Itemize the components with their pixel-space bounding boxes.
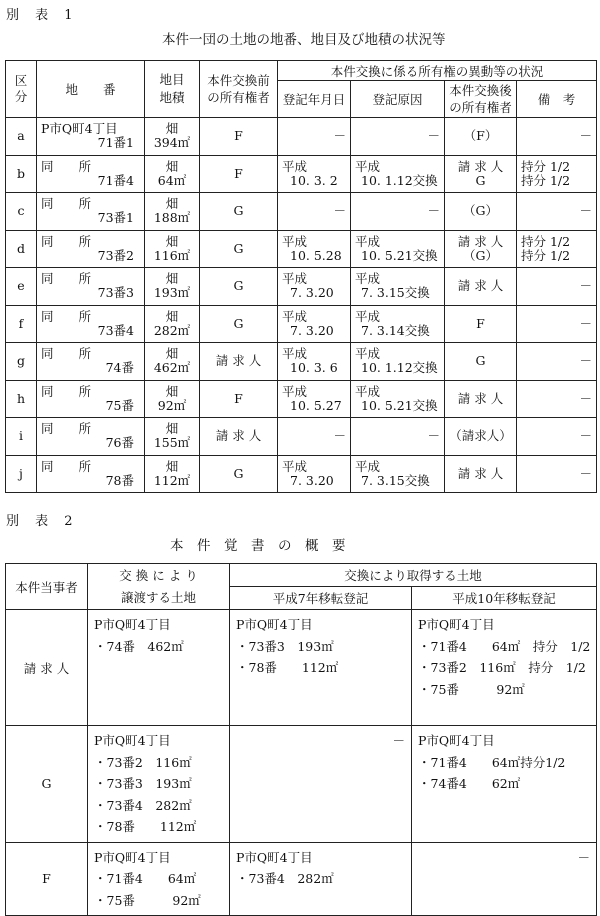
table1-row	[6, 118, 597, 156]
table2	[5, 563, 597, 916]
header-h7: 平成7年移転登記	[230, 587, 412, 610]
land-line: ・71番4 64㎡	[94, 871, 197, 886]
chiban-line1: 同 所	[41, 158, 92, 174]
note-line2: －	[579, 390, 593, 406]
row-chimoku	[145, 380, 200, 418]
chimoku-area: 116㎡	[153, 247, 191, 263]
row-kubun: j	[6, 455, 37, 493]
chimoku-area: 462㎡	[153, 360, 191, 376]
header-post-owner: 本件交換後の所有権者	[445, 81, 517, 118]
row-post-owner	[445, 455, 517, 493]
chimoku-type: 畑	[165, 158, 179, 174]
header-reg-cause: 登記原因	[351, 81, 445, 118]
chimoku-type: 畑	[165, 421, 179, 437]
chiban-line2: 73番1	[97, 210, 134, 226]
row-prev-owner: 請 求 人	[200, 343, 278, 381]
row-chiban	[37, 455, 145, 493]
chiban-line2: 73番3	[97, 285, 134, 301]
header-group: 本件交換に係る所有権の異動等の状況	[278, 61, 597, 81]
row-post-owner	[445, 193, 517, 231]
table1-row	[6, 455, 597, 493]
note-line2: －	[579, 465, 593, 481]
note-line2: 持分 1/2	[521, 247, 571, 263]
land-line: ・71番4 64㎡持分1/2	[418, 754, 566, 770]
land-line: ・71番4 64㎡ 持分 1/2	[418, 638, 591, 654]
header-note: 備 考	[517, 81, 597, 118]
row-kubun: c	[6, 193, 37, 231]
chiban-line2: 74番	[105, 360, 134, 376]
dash-mark: －	[577, 849, 591, 865]
chiban-line1: 同 所	[41, 458, 92, 474]
row-note	[517, 418, 597, 456]
chimoku-type: 畑	[165, 121, 179, 137]
reg-cause-era: 平成	[355, 346, 381, 362]
reg-date-value: 7. 3.20	[290, 285, 334, 301]
row-prev-owner: G	[200, 193, 278, 231]
row-chiban	[37, 268, 145, 306]
reg-date-era: 平成	[282, 383, 308, 399]
row-note	[517, 305, 597, 343]
land-line: ・73番3 193㎡	[94, 776, 192, 791]
row-chiban	[37, 193, 145, 231]
row-note	[517, 380, 597, 418]
chimoku-area: 155㎡	[153, 435, 191, 451]
reg-date-value: 10. 5.27	[290, 397, 342, 413]
row-reg-date	[278, 155, 351, 193]
chiban-line2: 71番1	[97, 135, 134, 151]
party-h10-cell	[412, 726, 597, 843]
row-kubun: d	[6, 230, 37, 268]
row-chimoku	[145, 118, 200, 156]
row-chiban	[37, 380, 145, 418]
reg-date-value: 7. 3.20	[290, 322, 334, 338]
table2-title: 本 件 覚 書 の 概 要	[170, 538, 346, 554]
header-prev-owner: 本件交換前の所有権者	[200, 61, 278, 118]
row-reg-cause	[351, 380, 445, 418]
reg-date-value: －	[333, 428, 346, 444]
table1-row	[6, 305, 597, 343]
row-chimoku	[145, 343, 200, 381]
chimoku-area: 282㎡	[153, 322, 191, 338]
row-kubun: e	[6, 268, 37, 306]
row-kubun: g	[6, 343, 37, 381]
reg-cause-value: 7. 3.14交換	[361, 322, 430, 338]
party-give-cell	[88, 726, 230, 843]
party-name: 請 求 人	[6, 610, 88, 726]
row-reg-cause	[351, 305, 445, 343]
row-reg-cause	[351, 455, 445, 493]
note-line2: 持分 1/2	[521, 172, 571, 188]
party-h7-cell	[230, 610, 412, 726]
row-note	[517, 343, 597, 381]
chimoku-type: 畑	[165, 196, 179, 212]
row-reg-cause	[351, 230, 445, 268]
land-line: P市Q町4丁目	[418, 733, 495, 748]
row-post-owner	[445, 418, 517, 456]
row-chimoku	[145, 268, 200, 306]
row-prev-owner: F	[200, 155, 278, 193]
row-chiban	[37, 305, 145, 343]
row-kubun: b	[6, 155, 37, 193]
note-line1: 持分 1/2	[521, 158, 571, 174]
chiban-line1: 同 所	[41, 346, 92, 362]
row-post-owner	[445, 343, 517, 381]
header-chiban: 地 番	[37, 61, 145, 118]
reg-date-era: 平成	[282, 346, 308, 362]
reg-cause-value: －	[427, 128, 440, 144]
post-owner-line2: （G）	[463, 247, 498, 263]
chimoku-type: 畑	[165, 346, 179, 362]
row-post-owner	[445, 380, 517, 418]
chimoku-area: 188㎡	[153, 210, 191, 226]
land-line: ・73番4 282㎡	[94, 797, 192, 813]
row-kubun: i	[6, 418, 37, 456]
land-line: ・73番2 116㎡ 持分 1/2	[418, 660, 586, 675]
row-chimoku	[145, 193, 200, 231]
land-line: ・75番 92㎡	[418, 681, 525, 697]
land-line: ・73番4 282㎡	[236, 871, 334, 886]
chimoku-area: 112㎡	[153, 472, 191, 488]
table2-row	[6, 842, 597, 916]
post-owner-line1: F	[476, 315, 485, 331]
row-chiban	[37, 343, 145, 381]
chimoku-type: 畑	[165, 458, 179, 474]
header-chimoku: 地目地積	[145, 61, 200, 118]
row-reg-cause	[351, 343, 445, 381]
header-h10: 平成10年移転登記	[412, 587, 597, 610]
reg-cause-era: 平成	[355, 233, 381, 249]
party-h7-cell	[230, 726, 412, 843]
party-h10-cell	[412, 842, 597, 916]
row-prev-owner: G	[200, 268, 278, 306]
reg-cause-era: 平成	[355, 308, 381, 324]
party-name: G	[6, 726, 88, 843]
header-give-line2: 譲渡する土地	[120, 589, 196, 605]
row-chimoku	[145, 230, 200, 268]
reg-cause-value: 10. 1.12交換	[361, 360, 438, 376]
reg-cause-value: 7. 3.15交換	[361, 285, 430, 301]
land-line: ・73番3 193㎡	[236, 638, 334, 654]
note-line1: 持分 1/2	[521, 233, 571, 249]
row-reg-date	[278, 418, 351, 456]
post-owner-line2: G	[475, 172, 486, 188]
reg-cause-value: 7. 3.15交換	[361, 472, 430, 488]
table1-row	[6, 268, 597, 306]
header-give-line1: 交 換 に よ り	[119, 567, 198, 583]
party-h7-cell	[230, 842, 412, 916]
reg-date-value: 10. 3. 6	[290, 360, 338, 376]
row-reg-date	[278, 268, 351, 306]
land-line: ・74番4 62㎡	[418, 776, 521, 791]
party-h10-cell	[412, 610, 597, 726]
note-line2: －	[579, 353, 593, 369]
row-chimoku	[145, 455, 200, 493]
row-reg-cause	[351, 193, 445, 231]
row-chiban	[37, 418, 145, 456]
header-reg-date: 登記年月日	[278, 81, 351, 118]
chiban-line2: 73番2	[97, 247, 134, 263]
chimoku-area: 64㎡	[157, 172, 187, 188]
row-prev-owner: 請 求 人	[200, 418, 278, 456]
row-chimoku	[145, 305, 200, 343]
row-prev-owner: F	[200, 118, 278, 156]
table1-row	[6, 418, 597, 456]
row-prev-owner: G	[200, 230, 278, 268]
note-line2: －	[579, 203, 593, 219]
note-line2: －	[579, 315, 593, 331]
chimoku-area: 92㎡	[157, 397, 187, 413]
row-post-owner	[445, 118, 517, 156]
post-owner-line1: （F）	[463, 128, 498, 144]
table1-title: 本件一団の土地の地番、地目及び地積の状況等	[162, 32, 446, 48]
chiban-line2: 76番	[105, 435, 134, 451]
dash-mark: －	[392, 733, 405, 748]
reg-cause-value: 10. 5.21交換	[361, 397, 438, 413]
table2-row	[6, 610, 597, 726]
land-line: P市Q町4丁目	[94, 849, 171, 865]
party-give-cell	[88, 610, 230, 726]
row-note	[517, 268, 597, 306]
row-post-owner	[445, 155, 517, 193]
reg-cause-era: 平成	[355, 271, 381, 287]
reg-cause-era: 平成	[355, 458, 381, 474]
note-line2: －	[579, 428, 593, 444]
reg-date-era: 平成	[282, 458, 308, 474]
reg-cause-era: 平成	[355, 383, 381, 399]
reg-date-value: －	[333, 203, 346, 219]
row-post-owner	[445, 268, 517, 306]
reg-date-era: 平成	[282, 158, 308, 174]
land-line: ・75番 92㎡	[94, 892, 201, 908]
chimoku-area: 193㎡	[153, 285, 191, 301]
row-prev-owner: G	[200, 455, 278, 493]
row-chiban	[37, 230, 145, 268]
chiban-line2: 73番4	[97, 322, 134, 338]
chimoku-area: 394㎡	[153, 135, 191, 151]
header-get: 交換により取得する土地	[230, 564, 597, 587]
land-line: ・78番 112㎡	[94, 819, 197, 834]
row-chimoku	[145, 155, 200, 193]
table1-row	[6, 230, 597, 268]
row-reg-cause	[351, 155, 445, 193]
chimoku-type: 畑	[165, 308, 179, 324]
chiban-line1: P市Q町4丁目	[41, 121, 118, 137]
row-chiban	[37, 118, 145, 156]
chiban-line1: 同 所	[41, 271, 92, 287]
row-chiban	[37, 155, 145, 193]
reg-date-era: 平成	[282, 271, 308, 287]
table1	[5, 60, 597, 493]
post-owner-line1: （G）	[463, 203, 498, 219]
row-prev-owner: G	[200, 305, 278, 343]
row-chimoku	[145, 418, 200, 456]
chiban-line1: 同 所	[41, 421, 92, 437]
row-prev-owner: F	[200, 380, 278, 418]
reg-cause-era: 平成	[355, 158, 381, 174]
row-reg-date	[278, 193, 351, 231]
reg-cause-value: 10. 1.12交換	[361, 172, 438, 188]
header-kubun: 区分	[6, 61, 37, 118]
land-line: P市Q町4丁目	[94, 617, 171, 632]
table1-row	[6, 193, 597, 231]
row-reg-cause	[351, 418, 445, 456]
row-post-owner	[445, 230, 517, 268]
reg-date-era: 平成	[282, 233, 308, 249]
row-kubun: f	[6, 305, 37, 343]
reg-date-era: 平成	[282, 308, 308, 324]
row-reg-date	[278, 230, 351, 268]
table2-row	[6, 726, 597, 843]
party-give-cell	[88, 842, 230, 916]
land-line: ・73番2 116㎡	[94, 754, 192, 770]
reg-date-value: 7. 3.20	[290, 472, 334, 488]
row-kubun: h	[6, 380, 37, 418]
row-reg-cause	[351, 118, 445, 156]
table1-label: 別 表 1	[6, 8, 79, 23]
reg-date-value: －	[333, 128, 346, 144]
row-note	[517, 118, 597, 156]
post-owner-line1: 請 求 人	[457, 465, 504, 481]
land-line: ・78番 112㎡	[236, 660, 339, 675]
post-owner-line1: G	[475, 353, 486, 369]
row-reg-cause	[351, 268, 445, 306]
table1-row	[6, 343, 597, 381]
reg-cause-value: －	[427, 428, 440, 444]
post-owner-line1: （請求人）	[449, 428, 512, 444]
post-owner-line1: 請 求 人	[457, 158, 504, 174]
row-note	[517, 230, 597, 268]
row-reg-date	[278, 380, 351, 418]
land-line: ・74番 462㎡	[94, 638, 184, 654]
row-reg-date	[278, 455, 351, 493]
table1-row	[6, 380, 597, 418]
chiban-line1: 同 所	[41, 233, 92, 249]
post-owner-line1: 請 求 人	[457, 233, 504, 249]
land-line: P市Q町4丁目	[236, 849, 313, 865]
reg-date-value: 10. 3. 2	[290, 172, 338, 188]
chiban-line2: 78番	[105, 472, 134, 488]
row-post-owner	[445, 305, 517, 343]
chiban-line1: 同 所	[41, 383, 92, 399]
chiban-line2: 71番4	[97, 172, 134, 188]
reg-date-value: 10. 5.28	[290, 247, 342, 263]
note-line2: －	[579, 128, 593, 144]
header-give	[88, 564, 230, 610]
row-note	[517, 155, 597, 193]
chimoku-type: 畑	[165, 233, 179, 249]
chimoku-type: 畑	[165, 383, 179, 399]
note-line2: －	[579, 278, 593, 294]
row-kubun: a	[6, 118, 37, 156]
land-line: P市Q町4丁目	[418, 617, 495, 632]
land-line: P市Q町4丁目	[94, 733, 171, 748]
row-reg-date	[278, 305, 351, 343]
row-reg-date	[278, 343, 351, 381]
chiban-line2: 75番	[105, 397, 134, 413]
reg-cause-value: 10. 5.21交換	[361, 247, 438, 263]
post-owner-line1: 請 求 人	[457, 278, 504, 294]
chimoku-type: 畑	[165, 271, 179, 287]
row-note	[517, 455, 597, 493]
row-note	[517, 193, 597, 231]
reg-cause-value: －	[427, 203, 440, 219]
party-name: F	[6, 842, 88, 916]
row-reg-date	[278, 118, 351, 156]
table2-label: 別 表 2	[6, 514, 79, 529]
post-owner-line1: 請 求 人	[457, 390, 504, 406]
header-party: 本件当事者	[6, 564, 88, 610]
table1-row	[6, 155, 597, 193]
chiban-line1: 同 所	[41, 196, 92, 212]
land-line: P市Q町4丁目	[236, 617, 313, 632]
chiban-line1: 同 所	[41, 308, 92, 324]
